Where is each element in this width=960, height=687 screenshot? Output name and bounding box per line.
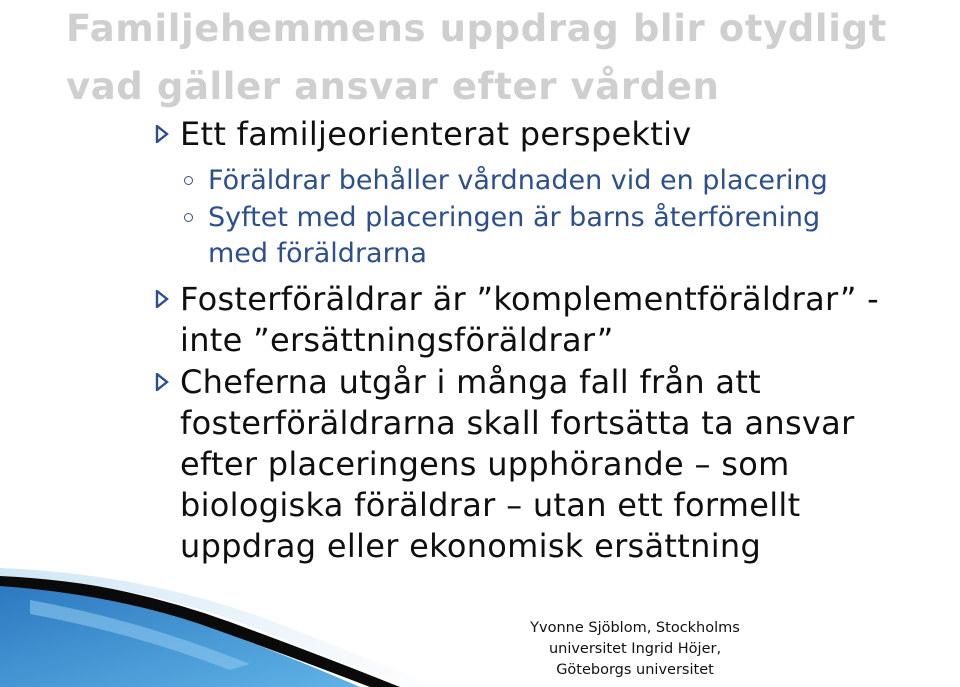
- bullet-5-line-5: uppdrag eller ekonomisk ersättning: [180, 527, 762, 565]
- bullet-item-3: [208, 200, 948, 272]
- footer-line-2: universitet Ingrid Höjer,: [548, 641, 722, 657]
- bullet-5-line-3: efter placeringens upphörande – som: [180, 445, 790, 483]
- bullet-4-line-2: inte ”ersättningsföräldrar”: [180, 321, 614, 359]
- bullet-item-4: [180, 279, 950, 361]
- bullet-3-line-1: Syftet med placeringen är barns återförening: [208, 202, 821, 233]
- title-line-2: vad gäller ansvar efter vården: [66, 65, 720, 108]
- bullet-5-line-1: Cheferna utgår i många fall från att: [180, 363, 762, 401]
- footer-line-3: Göteborgs universitet: [556, 662, 714, 678]
- title-line-1: Familjehemmens uppdrag blir otydligt: [66, 7, 887, 50]
- bullet-2-line-1: Föräldrar behåller vårdnaden vid en placering: [208, 165, 828, 196]
- ring-bullet-icon: [184, 213, 193, 222]
- bullet-1-line-1: Ett familjeorienterat perspektiv: [180, 115, 692, 153]
- bullet-5-line-2: fosterföräldrarna skall fortsätta ta ansvar: [180, 404, 855, 442]
- arrow-right-icon: [155, 373, 169, 391]
- bullet-item-5: [180, 362, 950, 567]
- arrow-right-icon: [155, 125, 169, 143]
- ring-bullet-icon: [184, 176, 193, 185]
- footer-line-1: Yvonne Sjöblom, Stockholms: [530, 620, 740, 636]
- bullet-item-2: [208, 163, 948, 199]
- bullet-item-1: [180, 114, 950, 155]
- bullet-4-line-1: Fosterföräldrar är ”komplementföräldrar” -: [180, 280, 880, 318]
- slide-footer: [520, 618, 750, 681]
- slide-title: [66, 0, 946, 116]
- bullet-3-line-2: med föräldrarna: [208, 238, 427, 269]
- bullet-5-line-4: biologiska föräldrar – utan ett formellt: [180, 486, 801, 524]
- decorative-swoosh: [0, 560, 520, 687]
- arrow-right-icon: [155, 290, 169, 308]
